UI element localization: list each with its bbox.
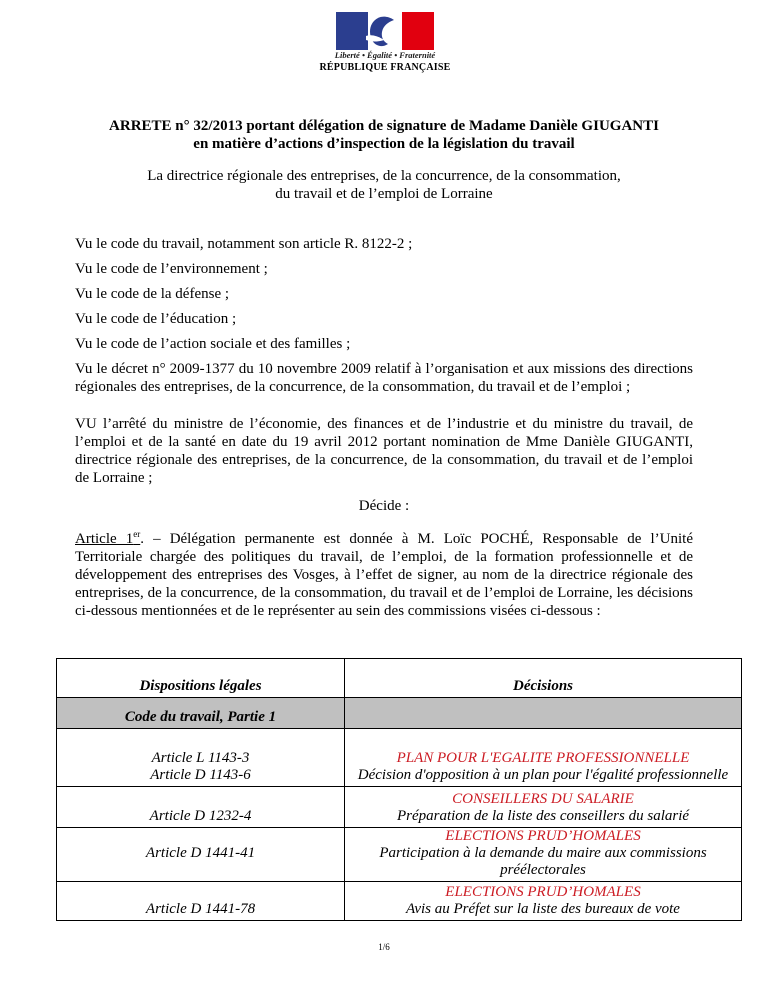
page-number: 1/6 [378,942,390,952]
republic-motto: Liberté • Égalité • Fraternité [334,50,436,60]
decision-text: préélectorales [500,862,586,878]
articles-cell [57,882,345,921]
republic-name: RÉPUBLIQUE FRANÇAISE [319,62,451,73]
table-row [57,882,742,921]
decision-cell [345,828,742,882]
section-empty-cell [345,698,742,729]
articles-cell [57,729,345,787]
marianne-flag-icon [318,12,452,52]
decision-section-title: CONSEILLERS DU SALARIE [452,791,634,807]
decide-heading: Décide : [358,498,410,514]
table-section-row [57,698,742,729]
col-header-decisions: Décisions [345,659,742,698]
table-row [57,729,742,787]
visa-paragraph: Vu le code de la défense ; [75,286,230,302]
visa-paragraph: Vu le décret n° 2009-1377 du 10 novembre 2009 relatif à l’organisation et aux missions des directions régionales des entreprises, de la concurrence, de la consommation, du travail et de l’emploi ; [75,361,693,395]
document-title [0,117,768,153]
visa-paragraph: Vu le code de l’action sociale et des familles ; [75,336,351,352]
article-ref: Article D 1143-6 [150,767,251,783]
document-subtitle [0,167,768,203]
decision-text: Avis au Préfet sur la liste des bureaux de vote [406,901,680,917]
delegation-table [56,658,742,921]
table-row [57,828,742,882]
decision-text: Participation à la demande du maire aux commissions [379,845,707,861]
decision-section-title: ELECTIONS PRUD’HOMALES [445,884,641,900]
article-1-label: Article 1er [75,529,141,547]
articles-cell [57,828,345,882]
article-ref: Article D 1441-78 [145,901,256,917]
visa-paragraph: Vu le code du travail, notamment son article R. 8122-2 ; [75,236,413,252]
decision-text: Préparation de la liste des conseillers du salarié [396,808,690,824]
col-header-dispositions: Dispositions légales [57,659,345,698]
articles-cell [57,787,345,828]
table-header-row [57,659,742,698]
subtitle-line-1: La directrice régionale des entreprises, de la concurrence, de la consommation, [147,168,621,184]
visa-paragraph: Vu le code de l’éducation ; [75,311,237,327]
decision-cell [345,729,742,787]
decision-section-title: ELECTIONS PRUD’HOMALES [445,828,641,844]
decision-section-title: PLAN POUR L'EGALITE PROFESSIONNELLE [396,750,690,766]
table-row [57,787,742,828]
article-1 [75,525,693,620]
article-ref: Article D 1232-4 [149,808,252,824]
article-ref: Article D 1441-41 [145,845,256,861]
visa-paragraph: VU l’arrêté du ministre de l’économie, des finances et de l’industrie et du ministre du travail, de l’emploi et de la santé en date du 19 avril 2012 portant nomination de Mme Danièle GIUGANTI, directrice régionale des entreprises, de la concurrence, de la consommation, du travail et de l’emploi de Lorraine ; [75,416,693,486]
section-label: Code du travail, Partie 1 [57,698,345,729]
article-1-text: . – Délégation permanente est donnée à M. Loïc POCHÉ, Responsable de l’Unité Territoriale chargée des politiques du travail, de l’emploi, de la formation professionnelle et de développement des entreprises des Vosges, à l’effet de signer, au nom de la directrice régionale des entreprises, de la concurrence, de la consommation, du travail et de l’emploi de Lorraine, les décisions ci-dessous mentionnées et de le représenter au sein des commissions visées ci-dessous : [75,531,693,619]
decision-text: Décision d'opposition à un plan pour l'égalité professionnelle [357,767,729,783]
decision-cell [345,787,742,828]
decision-cell [345,882,742,921]
title-line-1: ARRETE n° 32/2013 portant délégation de signature de Madame Danièle GIUGANTI [109,118,659,134]
visa-paragraph: Vu le code de l’environnement ; [75,261,268,277]
title-line-2: en matière d’actions d’inspection de la législation du travail [193,136,575,152]
article-ref: Article L 1143-3 [151,750,250,766]
subtitle-line-2: du travail et de l’emploi de Lorraine [275,186,493,202]
